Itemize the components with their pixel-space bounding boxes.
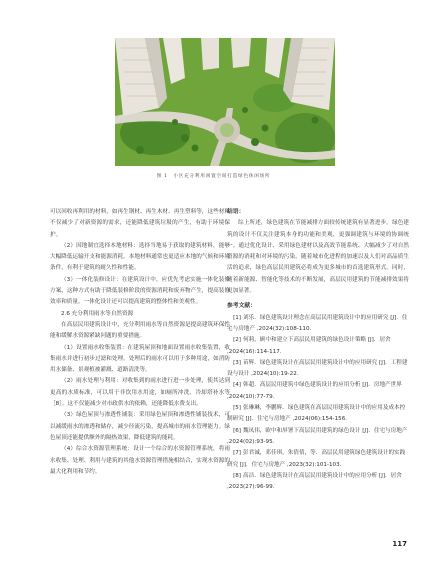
paragraph: （2）因地制宜选择本地材料：选择当地易于获取的建筑材料，能够大幅降低运输开支和能源消耗。本地材料通常也更适应本地的气候和环境条件，有利于建筑的耐久性和性能。 [50, 242, 230, 272]
conclusion-heading: 结语： [227, 209, 245, 215]
reference-text: 魏凤伟，欧中和屏署下高层民用建筑的绿色设计 [J]．住宅与房地产 ,2024(02):93-95. [227, 427, 408, 445]
reference-item [227, 358, 409, 381]
left-text-column [50, 207, 230, 478]
reference-text: 韩超．高层民用建筑中绿色建筑设计的应用分析 [J]．房地产世界 ,2024(10):77-79. [227, 382, 402, 400]
reference-list [227, 313, 409, 494]
reference-text: 高洁．绿色建筑设计在高层民用建筑设计中的应用分析 [J]．居舍 ,2023(27):96-99. [227, 472, 402, 491]
reference-text: 彭君诚，邓佳琪，朱倩倩，等．高层民用建筑绿色建筑设计的实践研究 [J]．住宅与房地产 ,2023(32):101-103. [227, 450, 406, 468]
paragraph: 在高层民用建筑设计中，充分利用雨水等自然资源是提高建筑环保性能和缓解水资源紧缺问题的重要措施。 [50, 321, 230, 340]
reference-item [227, 426, 409, 449]
paragraph: （3）绿色屋顶与渗透性铺装：采用绿色屋顶和渗透性铺装技术，可以减缓雨水的渗透和储存，减少径流污染，提高城市的雨水管理能力。绿色屋顶还能提供额外的隔热效果，降低建筑的能耗。 [50, 412, 230, 441]
reference-item [227, 471, 409, 494]
reference-item [227, 335, 409, 358]
references-heading: 参考文献： [227, 303, 256, 310]
right-text-column [227, 207, 409, 493]
reference-number: [4] [233, 382, 241, 389]
reference-number: [6] [233, 427, 241, 434]
paragraph: （1）设置雨水收集装置：在建筑屋顶和地面设置雨水收集装置，收集雨水并进行初步过滤和处理。处理后的雨水可以用于多种用途，如消防用水储备、景观植被灌溉、道路清洗等。 [50, 344, 230, 374]
paragraph: （3）一体化装修设计：在建筑设计中，应优先考虑实施一体化装修方案，这种方式有助于降低装修阶段的资源消耗和废弃物产生，提高装修效率和质量。一体化设计还可以提高建筑的整体性和美观性。 [50, 276, 230, 306]
reference-text: 苗辉．绿色建筑设计在高层民用建筑设计中的应用研究 [J]．工程建设与设计 ,2024(10):19-22. [227, 359, 408, 378]
reference-item [227, 313, 409, 336]
paragraph: （4）综合水资源管理系统：设计一个综合的水资源管理系统，将雨水收集、处理、利用与建筑的其他水资源管理措施相结合，实现水资源的最大化利用和节约。 [50, 446, 230, 475]
reference-number: [1] [233, 314, 241, 321]
aerial-courtyard-photo [115, 38, 335, 166]
reference-text: 刘乐．绿色建筑设计理念在高层民用建筑设计中的应用研究 [J]．住宅与房地产 ,2024(32):108-110. [227, 314, 408, 332]
conclusion-paragraph: 综上所述，绿色建筑在节能减排方面较传统建筑有显著进步。绿色建筑的设计不仅关注建筑本身的功能和美观，更强调建筑与环境的协调统一。通过优化设计、采用绿色建材以及高效节能系统、大幅减少了对自然资源的消耗和对环境的污染。随着城市化进程的加速以及人们对高品质生活的追求，绿色高层民用建筑必将成为更多城市的首选建筑形式。同时，随着新能源、智能化等技术的不断发展，高层民用建筑的节能减排效果将更加显著。 [227, 220, 409, 295]
reference-text: 何莉，顾中和建立下高层民用建筑的绿色设计策略 [J]．居舍 ,2024(16):114-117. [227, 337, 391, 355]
paragraph: 可以回收再利用的材料，如再生钢材、再生木材、再生塑料等，这些材料不仅减少了对新资源的需求，还能降低建筑垃圾的产生，有助于环境保护。 [50, 209, 230, 238]
reference-number: [5] [233, 405, 241, 412]
reference-item [227, 448, 409, 471]
reference-text: 张琳琳，李鹏辉．绿色建筑在高层民用建筑设计中的应用及成本控制研究 [J]．住宅与房地产 ,2024(06):154-156. [227, 405, 406, 423]
reference-item [227, 403, 409, 426]
reference-number: [3] [233, 359, 241, 366]
figure-caption: 图 1 小区充分利用闲置空间打造绿色休闲场所 [156, 174, 271, 179]
reference-number: [7] [233, 450, 241, 457]
section-heading: 2.6 充分利用雨水等自然资源 [61, 310, 134, 317]
reference-number: [2] [233, 337, 241, 344]
page-number: 117 [392, 540, 407, 548]
reference-item [227, 380, 409, 403]
paragraph: （2）雨水处理与利用：对收集到的雨水进行进一步处理，使其达到更高的水质标准，可以用于非饮用水用途，如厕所冲洗、冷却塔补水等［8］。这不仅能减少对市政供水的依赖，还能降低水费支出。 [50, 378, 230, 408]
reference-number: [8] [233, 472, 241, 479]
aerial-courtyard-illustration [115, 38, 335, 166]
